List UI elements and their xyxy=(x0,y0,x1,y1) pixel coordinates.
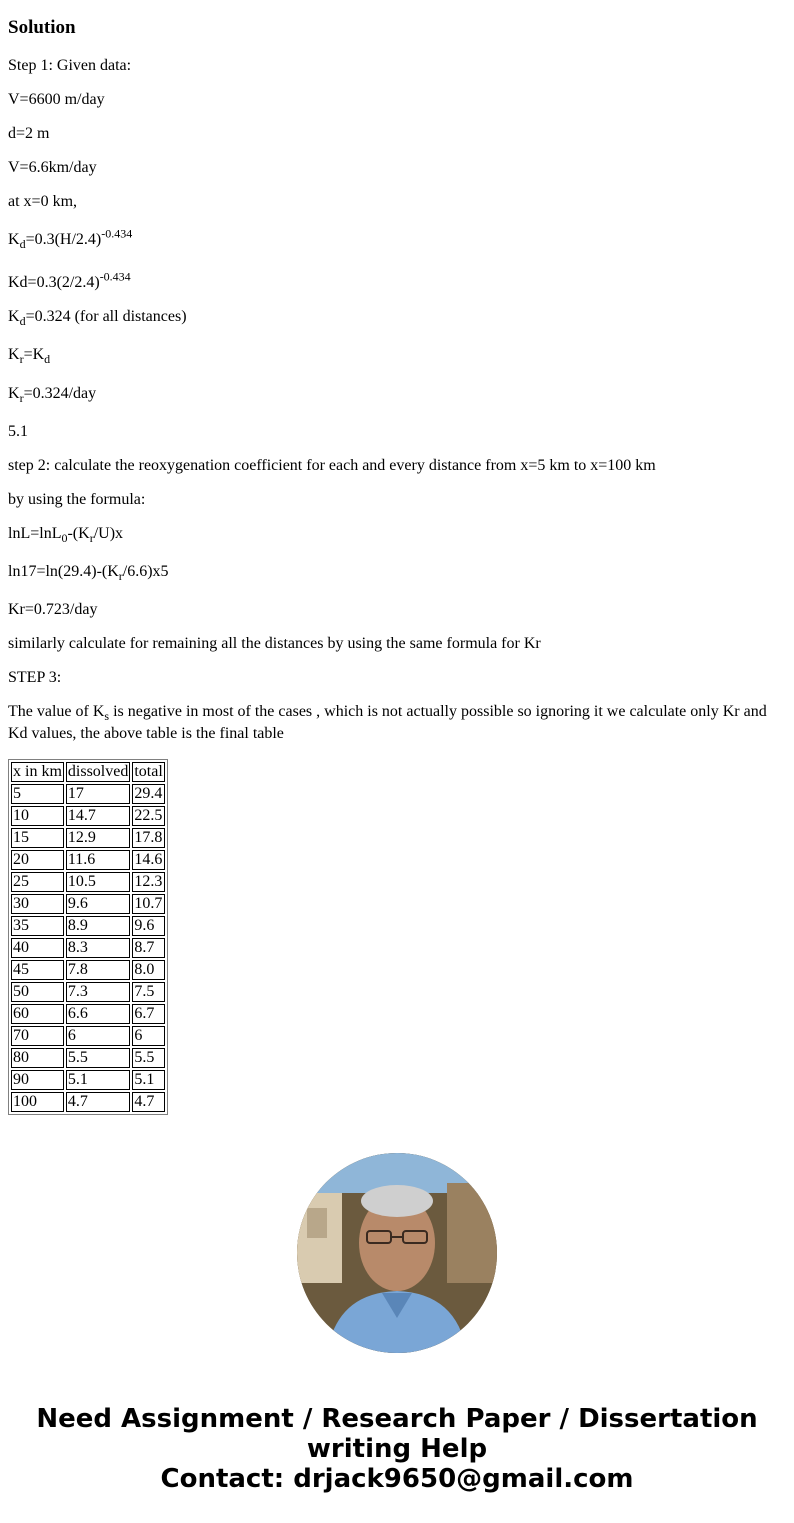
table-cell: 8.0 xyxy=(132,960,164,980)
table-cell: 14.7 xyxy=(66,806,130,826)
person-portrait-icon xyxy=(297,1153,497,1353)
page-title: Solution xyxy=(8,17,76,38)
table-cell: 100 xyxy=(11,1092,64,1112)
header-x: x in km xyxy=(13,763,62,780)
ks-paragraph: The value of $K_s$ is negative in most of the cases , which is not actually possible so ignoring it we calculate only Kr and Kd values, the above table is the final table xyxy=(8,703,767,742)
table-cell: 29.4 xyxy=(132,784,164,804)
table-row xyxy=(11,1048,165,1068)
table-cell: 15 xyxy=(11,828,64,848)
table-cell: 6 xyxy=(66,1026,130,1046)
kd-value: $K_d=0.324$ (for all distances) xyxy=(8,308,187,329)
author-photo xyxy=(297,1153,497,1353)
table-cell: 8.9 xyxy=(66,916,130,936)
by-formula-label: by using the formula: xyxy=(8,491,146,508)
table-cell: 22.5 xyxy=(132,806,164,826)
table-row xyxy=(11,982,165,1002)
table-cell: 60 xyxy=(11,1004,64,1024)
table-cell: 8.3 xyxy=(66,938,130,958)
table-cell: 40 xyxy=(11,938,64,958)
table-cell: 7.3 xyxy=(66,982,130,1002)
table-cell: 35 xyxy=(11,916,64,936)
table-row xyxy=(11,872,165,892)
velocity-km: V=6.6km/day xyxy=(8,159,97,176)
table-row xyxy=(11,784,165,804)
table-cell: 70 xyxy=(11,1026,64,1046)
table-cell: 30 xyxy=(11,894,64,914)
table-cell: 9.6 xyxy=(66,894,130,914)
table-cell: 5.1 xyxy=(66,1070,130,1090)
table-cell: 5.5 xyxy=(66,1048,130,1068)
table-cell: 8.7 xyxy=(132,938,164,958)
table-cell: 6 xyxy=(132,1026,164,1046)
kr-result: Kr=0.723/day xyxy=(8,601,98,618)
kr-equals-kd: $K_r=K_d$ xyxy=(8,346,51,367)
table-cell: 9.6 xyxy=(132,916,164,936)
decay-formula: $\ln L=\ln L_0-(K_r/U)x$ xyxy=(8,525,124,546)
header-dissolved: dissolved xyxy=(67,763,129,780)
table-cell: 10.5 xyxy=(66,872,130,892)
section-number: 5.1 xyxy=(8,423,28,440)
table-cell: 20 xyxy=(11,850,64,870)
table-row xyxy=(11,894,165,914)
table-cell: 7.5 xyxy=(132,982,164,1002)
step2-label: step 2: calculate the reoxygenation coefficient for each and every distance from x=5 km to x=100 km xyxy=(8,457,656,474)
velocity-m: V=6600 m/day xyxy=(8,91,105,108)
table-cell: 10 xyxy=(11,806,64,826)
table-cell: 5 xyxy=(11,784,64,804)
table-cell: 5.5 xyxy=(132,1048,164,1068)
table-cell: 80 xyxy=(11,1048,64,1068)
at-x-zero: at x=0 km, xyxy=(8,193,78,210)
table-header-row xyxy=(11,762,165,782)
similarly-text: similarly calculate for remaining all the distances by using the same formula for Kr xyxy=(8,635,541,652)
table-cell: 4.7 xyxy=(132,1092,164,1112)
table-row xyxy=(11,960,165,980)
table-cell: 25 xyxy=(11,872,64,892)
table-cell: 17.8 xyxy=(132,828,164,848)
depth: d=2 m xyxy=(8,125,50,142)
table-cell: 11.6 xyxy=(66,850,130,870)
table-cell: 5.1 xyxy=(132,1070,164,1090)
table-cell: 10.7 xyxy=(132,894,164,914)
step1-label: Step 1: Given data: xyxy=(8,57,132,74)
header-total: total xyxy=(134,763,163,780)
table-cell: 45 xyxy=(11,960,64,980)
footer-line-1: Need Assignment / Research Paper / Dissertation xyxy=(36,1404,758,1434)
table-cell: 7.8 xyxy=(66,960,130,980)
table-cell: 6.7 xyxy=(132,1004,164,1024)
table-row xyxy=(11,828,165,848)
footer-line-2: writing Help xyxy=(306,1434,488,1464)
footer-banner xyxy=(0,1404,794,1494)
table-row xyxy=(11,1004,165,1024)
kd-formula: $K_d=0.3(H/2.4)^{-0.434}$ xyxy=(8,226,133,252)
kr-value: $K_r=0.324$/day xyxy=(8,385,97,406)
table-row xyxy=(11,806,165,826)
table-cell: 4.7 xyxy=(66,1092,130,1112)
table-row xyxy=(11,938,165,958)
solution-document xyxy=(8,0,786,1110)
table-row xyxy=(11,1092,165,1112)
table-cell: 90 xyxy=(11,1070,64,1090)
table-cell: 50 xyxy=(11,982,64,1002)
step3-label: STEP 3: xyxy=(8,669,62,686)
results-table xyxy=(8,759,168,1115)
table-cell: 12.3 xyxy=(132,872,164,892)
table-cell: 6.6 xyxy=(66,1004,130,1024)
kd-substitution: $Kd=0.3(2/2.4)^{-0.434}$ xyxy=(8,269,131,291)
table-cell: 14.6 xyxy=(132,850,164,870)
table-cell: 17 xyxy=(66,784,130,804)
table-row xyxy=(11,1070,165,1090)
table-row xyxy=(11,1026,165,1046)
ln17-equation: $\ln 17=\ln(29.4)-(K_r/6.6)x5$ xyxy=(8,563,169,584)
table-row xyxy=(11,916,165,936)
table-row xyxy=(11,850,165,870)
table-cell: 12.9 xyxy=(66,828,130,848)
footer-contact: Contact: drjack9650@gmail.com xyxy=(160,1464,634,1494)
